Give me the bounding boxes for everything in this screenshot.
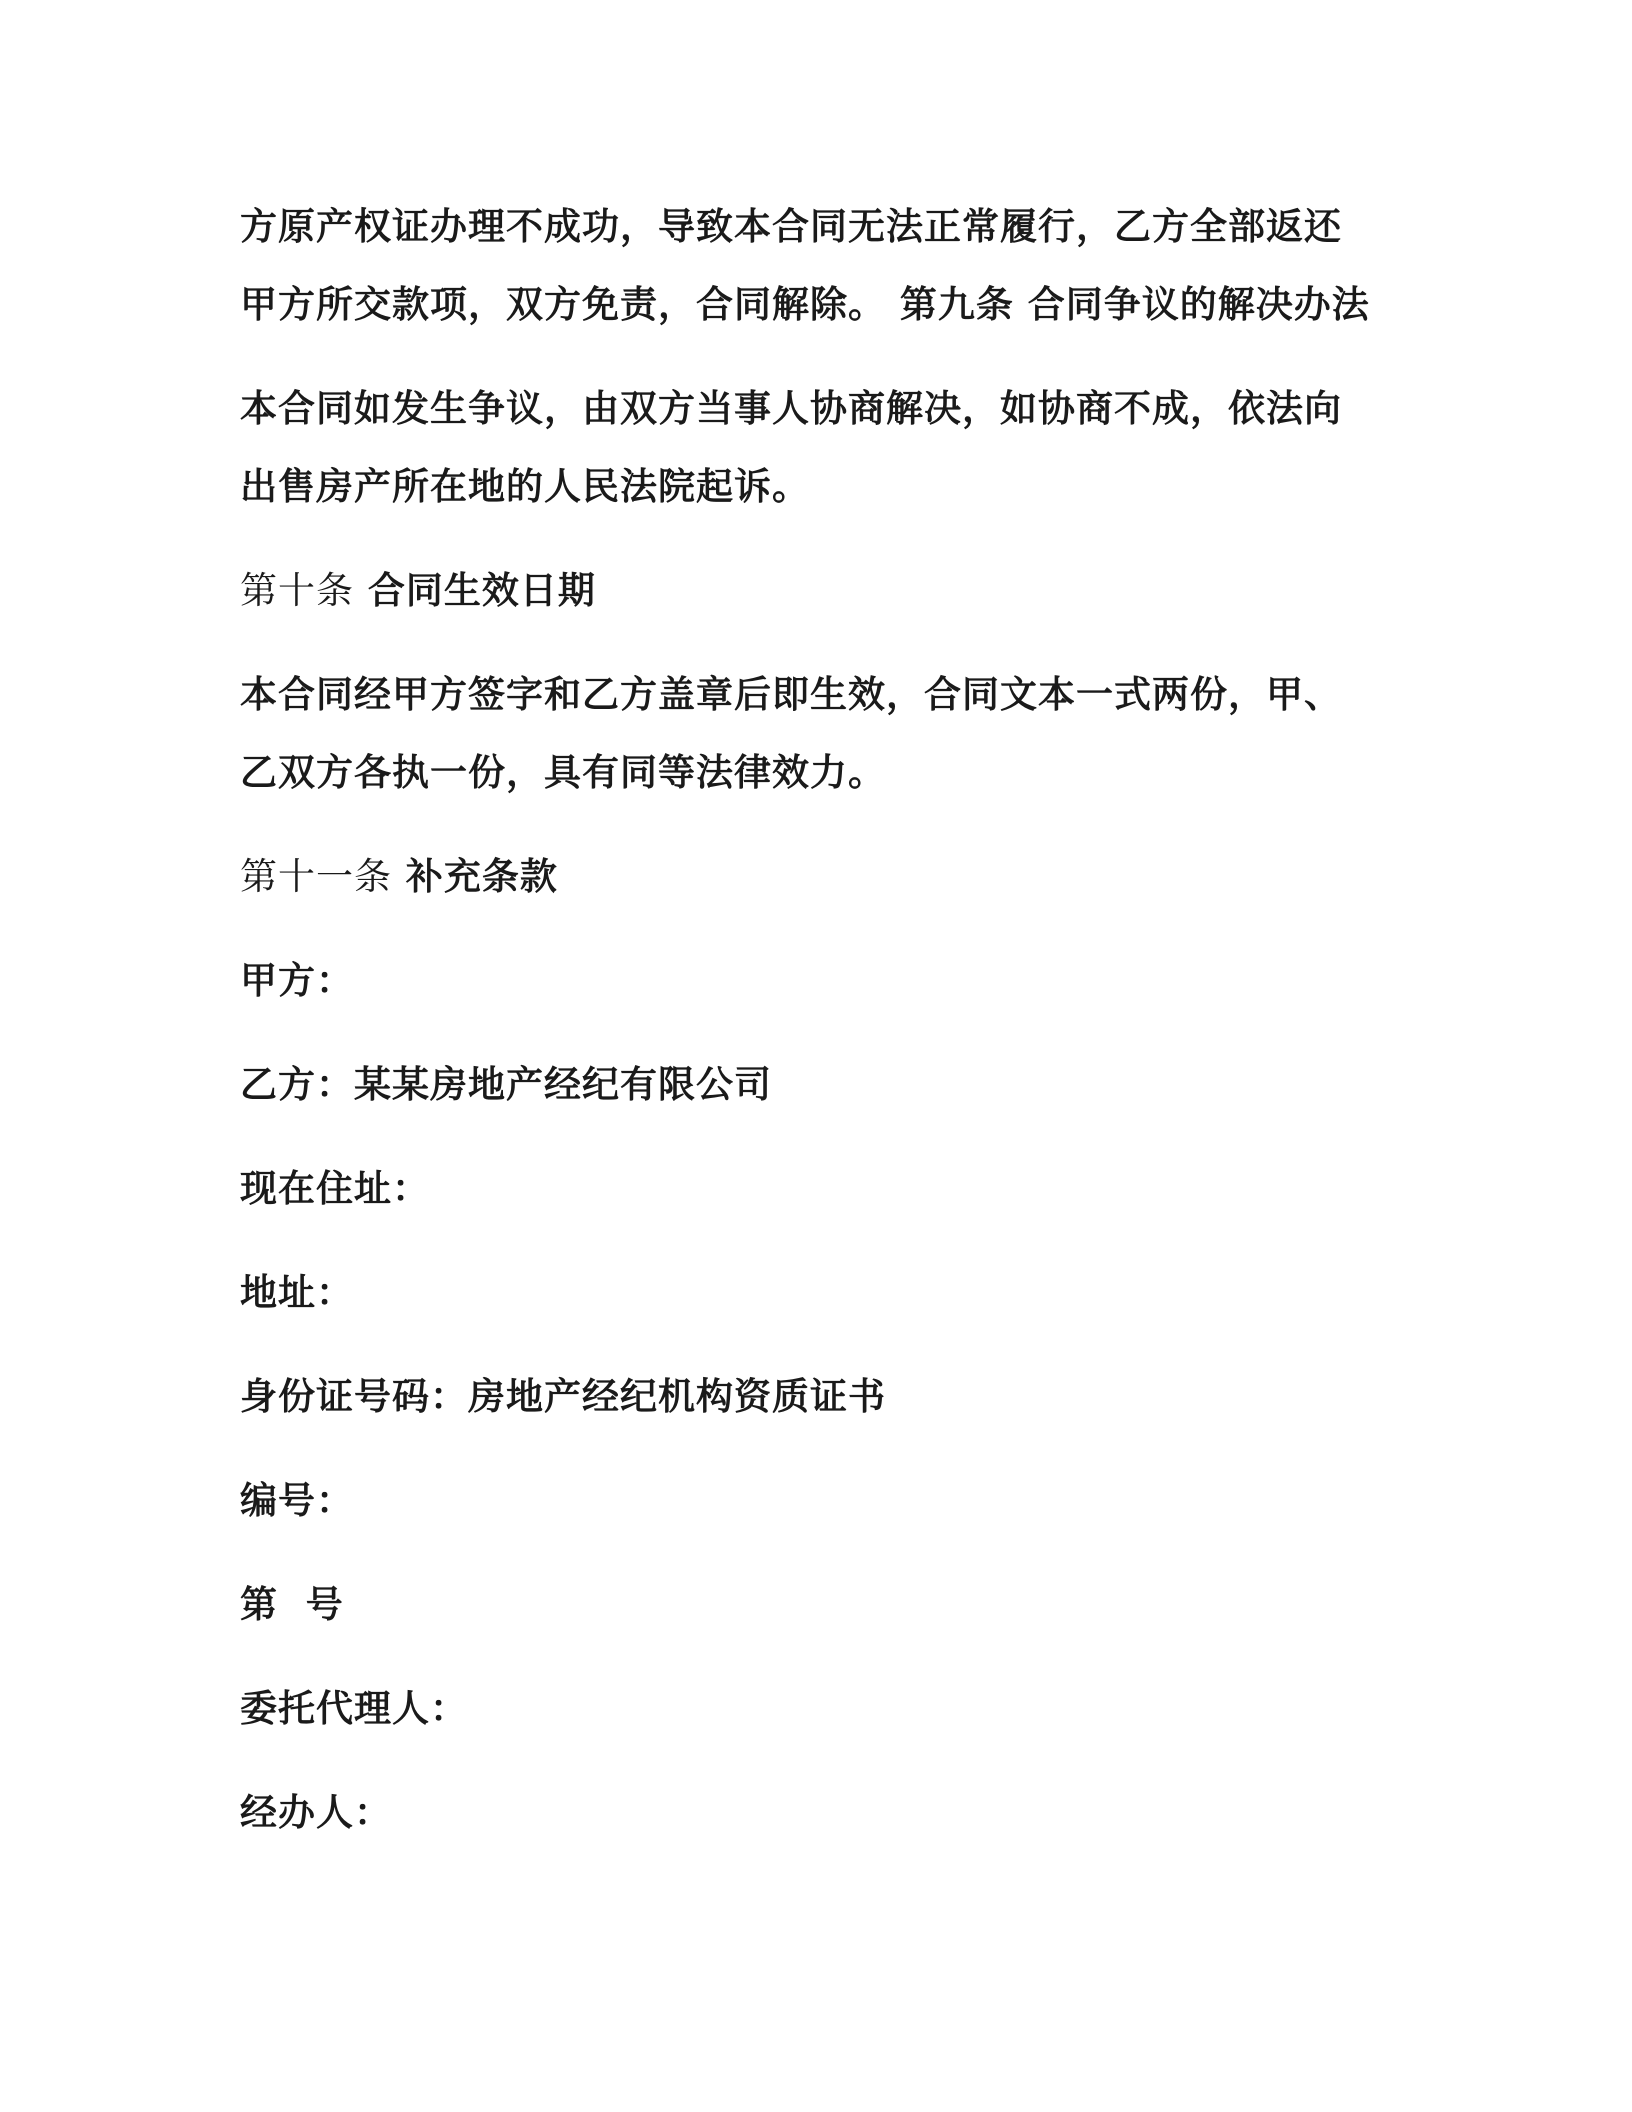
field-serial: 编号： xyxy=(240,1479,354,1522)
field-agent: 委托代理人： xyxy=(240,1687,468,1730)
article-10-number: 第十条 xyxy=(240,569,354,612)
field-number-line: 第 号 xyxy=(240,1583,344,1626)
field-current-address: 现在住址： xyxy=(240,1167,430,1210)
article-11-heading xyxy=(240,838,1370,916)
paragraph-dispute-resolution: 本合同如发生争议，由双方当事人协商解决，如协商不成，依法向出售房产所在地的人民法院起诉。 xyxy=(240,387,1342,508)
article-11-number: 第十一条 xyxy=(240,855,392,898)
article-10-title: 合同生效日期 xyxy=(354,569,596,612)
field-handler: 经办人： xyxy=(240,1791,392,1834)
paragraph-effective-date: 本合同经甲方签字和乙方盖章后即生效，合同文本一式两份，甲、乙双方各执一份，具有同等法律效力。 xyxy=(240,673,1342,794)
field-address: 地址： xyxy=(240,1271,354,1314)
field-id-number: 身份证号码：房地产经纪机构资质证书 xyxy=(240,1375,886,1418)
field-party-a: 甲方： xyxy=(240,959,354,1002)
article-10-heading xyxy=(240,552,1370,630)
field-party-b: 乙方：某某房地产经纪有限公司 xyxy=(240,1063,772,1106)
paragraph-contract-termination: 方原产权证办理不成功，导致本合同无法正常履行，乙方全部返还甲方所交款项，双方免责，合同解除。 第九条 合同争议的解决办法 xyxy=(240,205,1370,326)
document-body xyxy=(240,188,1370,1878)
article-11-title: 补充条款 xyxy=(392,855,558,898)
